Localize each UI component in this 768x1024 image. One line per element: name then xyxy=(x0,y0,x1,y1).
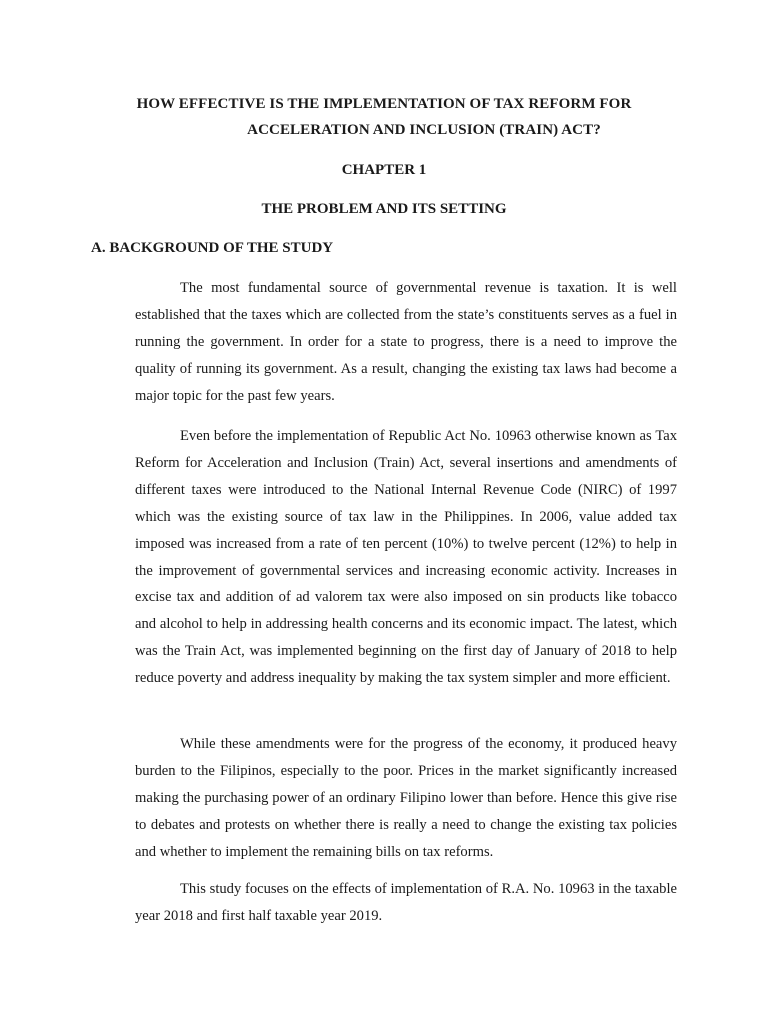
body-paragraph: While these amendments were for the progress of the economy, it produced heavy burden to the Filipinos, especially to the poor. Prices in the market significantly increased making the purchasing power of an ordinary Filipino lower than before. Hence this give rise to debates and protests on whether there is really a need to change the existing tax policies and whether to implement the remaining bills on tax reforms. xyxy=(135,736,677,860)
chapter-heading: CHAPTER 1 xyxy=(341,162,427,178)
chapter-title: THE PROBLEM AND ITS SETTING xyxy=(261,201,507,217)
document-title-line-2: ACCELERATION AND INCLUSION (TRAIN) ACT? xyxy=(247,122,601,138)
body-paragraph: Even before the implementation of Republic Act No. 10963 otherwise known as Tax Reform for Acceleration and Inclusion (Train) Act, several insertions and amendments of different taxes were introduced to the National Internal Revenue Code (NIRC) of 1997 which was the existing source of tax law in the Philippines. In 2006, value added tax imposed was increased from a rate of ten percent (10%) to twelve percent (12%) to help in the improvement of governmental services and increasing economic activity. Increases in excise tax and addition of ad valorem tax were also imposed on sin products like tobacco and alcohol to help in addressing health concerns and its economic impact. The latest, which was the Train Act, was implemented beginning on the first day of January of 2018 to help reduce poverty and address inequality by making the tax system simpler and more efficient. xyxy=(135,428,677,687)
body-paragraph: The most fundamental source of governmental revenue is taxation. It is well established that the taxes which are collected from the state’s constituents serves as a fuel in running the government. In order for a state to progress, there is a need to improve the quality of running its government. As a result, changing the existing tax laws had become a major topic for the past few years. xyxy=(135,280,677,404)
body-paragraph: This study focuses on the effects of implementation of R.A. No. 10963 in the taxable year 2018 and first half taxable year 2019. xyxy=(135,881,677,924)
document-title-line-1: HOW EFFECTIVE IS THE IMPLEMENTATION OF TAX REFORM FOR xyxy=(136,96,632,112)
section-heading: A. BACKGROUND OF THE STUDY xyxy=(91,240,334,256)
